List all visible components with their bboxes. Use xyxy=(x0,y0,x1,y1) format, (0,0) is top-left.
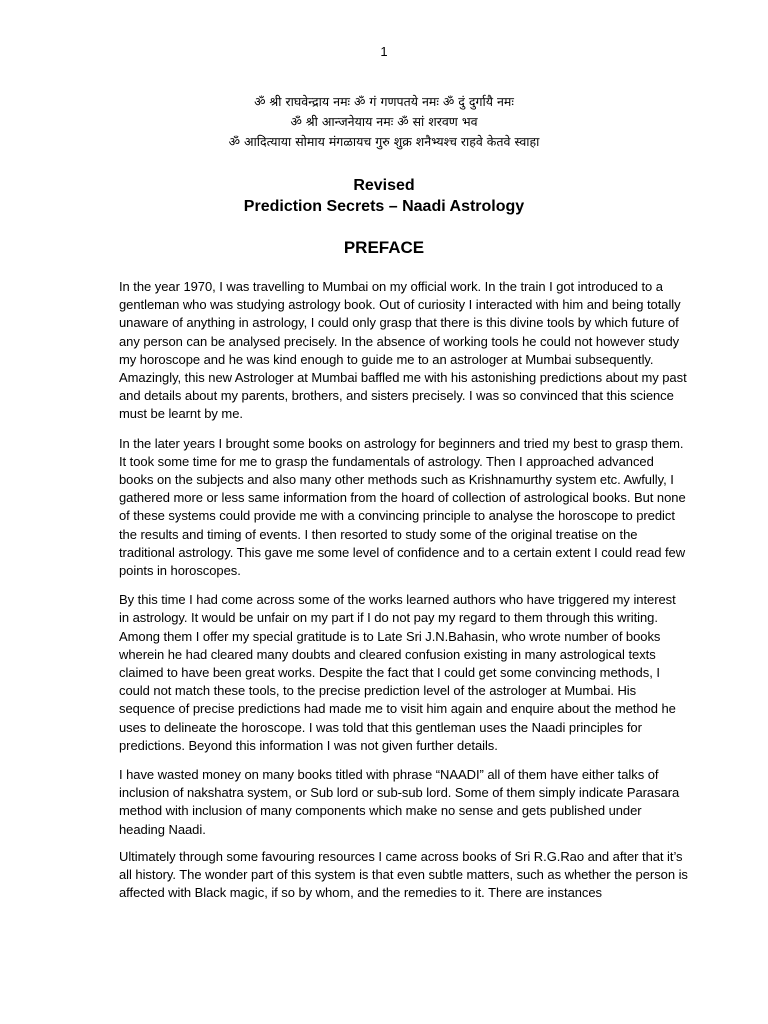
title-line-main: Prediction Secrets – Naadi Astrology xyxy=(243,198,525,215)
invocation-line: ॐ श्री आन्जनेयाय नमः ॐ सां शरवण भव xyxy=(290,114,478,129)
paragraph: I have wasted money on many books titled with phrase “NAADI” all of them have either talks of inclusion of nakshatra system, or Sub lord or sub-sub lord. Some of them simply indicate Parasara method with inclusion of many components which make no sense and gets published under heading Naadi. xyxy=(119,767,680,837)
invocation-line: ॐ आदित्याया सोमाय मंगळायच गुरु शुक्र शनैभ्यश्च राहवे केतवे स्वाहा xyxy=(228,134,540,149)
title-line-revised: Revised xyxy=(353,177,415,194)
page-number: 1 xyxy=(380,44,388,59)
paragraph: In the year 1970, I was travelling to Mumbai on my official work. In the train I got introduced to a gentleman who was studying astrology book. Out of curiosity I interacted with him and being totally unaware of anything in astrology, I could only grasp that there is this divine tools by which future of any person can be analysed precisely. In the absence of working tools he could not however study my horoscope and he was kind enough to guide me to an astrologer at Mumbai subsequently. Amazingly, this new Astrologer at Mumbai baffled me with his astonishing predictions about my past and details about my parents, brothers, and sisters precisely. I was so convinced that this science must be learnt by me. xyxy=(119,279,687,422)
invocation-line: ॐ श्री राघवेन्द्राय नमः ॐ गं गणपतये नमः ॐ दुं दुर्गायै नमः xyxy=(254,94,514,109)
preface-heading: PREFACE xyxy=(343,238,425,257)
paragraph: Ultimately through some favouring resources I came across books of Sri R.G.Rao and after that it’s all history. The wonder part of this system is that even subtle matters, such as whether the person is affected with Black magic, if so by whom, and the remedies to it. There are instances xyxy=(119,848,688,901)
invocation-block xyxy=(0,92,768,152)
document-title xyxy=(0,175,768,217)
paragraph: By this time I had come across some of the works learned authors who have triggered my interest in astrology. It would be unfair on my part if I do not pay my regard to them through this writing. Among them I offer my special gratitude is to Late Sri J.N.Bahasin, who wrote number of books wherein he had cleared many doubts and cleared confusion existing in many astrological texts claimed to have been great works. Despite the fact that I could get some convincing methods, I could not match these tools, to the precise prediction level of the astrologer at Mumbai. His sequence of precise predictions had made me to visit him again and enquire about the method he uses to delineate the horoscope. I was told that this gentleman uses the Naadi principles for predictions. Beyond this information I was not given further details. xyxy=(119,592,676,753)
preface-body xyxy=(119,278,689,914)
paragraph: In the later years I brought some books on astrology for beginners and tried my best to grasp them. It took some time for me to grasp the fundamentals of astrology. Then I approached advanced books on the subjects and also many other methods such as Krishnamurthy system etc. Awfully, I gathered more or less same information from the hoard of collection of astrological books. But none of these systems could provide me with a convincing principle to analyse the horoscope to predict the results and timing of events. I then resorted to study some of the original treatise on the traditional astrology. This gave me some level of confidence and to a certain extent I could read few points in horoscopes. xyxy=(119,435,686,579)
